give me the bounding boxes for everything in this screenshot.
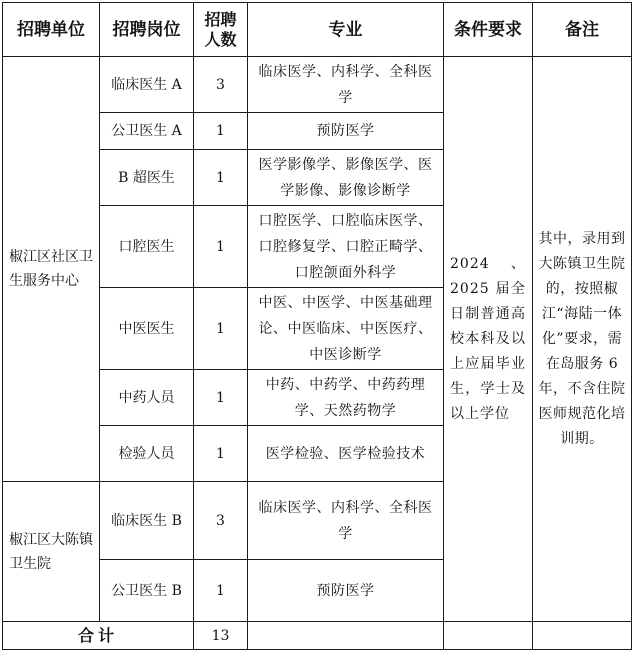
post-name: 中药人员 (100, 370, 194, 426)
post-count: 1 (194, 560, 248, 622)
total-row (3, 622, 632, 650)
post-name: 中医医生 (100, 288, 194, 370)
table-row (3, 57, 632, 113)
note-text: 其中，录用到大陈镇卫生院的，按照椒江“海陆一体化”要求，需在岛服务 6 年，不含住院医师规范化培训期。 (533, 57, 632, 622)
total-major-empty (248, 622, 444, 650)
recruitment-table (2, 2, 632, 650)
header-condition: 条件要求 (444, 3, 533, 57)
post-major: 医学影像学、影像医学、医学影像、影像诊断学 (248, 150, 444, 206)
post-name: 口腔医生 (100, 206, 194, 288)
post-name: 公卫医生 B (100, 560, 194, 622)
unit-name: 椒江区社区卫生服务中心 (3, 57, 100, 482)
post-major: 中医、中医学、中医基础理论、中医临床、中医医疗、中医诊断学 (248, 288, 444, 370)
post-name: 临床医生 B (100, 482, 194, 560)
post-name: B 超医生 (100, 150, 194, 206)
total-label: 合计 (3, 622, 194, 650)
post-count: 1 (194, 426, 248, 482)
total-condition-empty (444, 622, 533, 650)
post-count: 3 (194, 482, 248, 560)
post-major: 临床医学、内科学、全科医学 (248, 57, 444, 113)
post-major: 预防医学 (248, 560, 444, 622)
post-count: 1 (194, 206, 248, 288)
post-count: 3 (194, 57, 248, 113)
header-post: 招聘岗位 (100, 3, 194, 57)
condition-text: 2024、2025 届全日制普通高校本科及以上应届毕业生，学士及以上学位 (444, 57, 533, 622)
post-count: 1 (194, 113, 248, 150)
header-major: 专业 (248, 3, 444, 57)
header-unit: 招聘单位 (3, 3, 100, 57)
header-row (3, 3, 632, 57)
total-count: 13 (194, 622, 248, 650)
unit-name: 椒江区大陈镇卫生院 (3, 482, 100, 622)
post-major: 临床医学、内科学、全科医学 (248, 482, 444, 560)
post-major: 中药、中药学、中药药理学、天然药物学 (248, 370, 444, 426)
post-name: 公卫医生 A (100, 113, 194, 150)
total-note-empty (533, 622, 632, 650)
post-major: 口腔医学、口腔临床医学、口腔修复学、口腔正畸学、口腔颌面外科学 (248, 206, 444, 288)
post-count: 1 (194, 370, 248, 426)
post-name: 检验人员 (100, 426, 194, 482)
post-count: 1 (194, 288, 248, 370)
post-count: 1 (194, 150, 248, 206)
post-major: 医学检验、医学检验技术 (248, 426, 444, 482)
post-major: 预防医学 (248, 113, 444, 150)
post-name: 临床医生 A (100, 57, 194, 113)
header-count: 招聘人数 (194, 3, 248, 57)
header-note: 备注 (533, 3, 632, 57)
